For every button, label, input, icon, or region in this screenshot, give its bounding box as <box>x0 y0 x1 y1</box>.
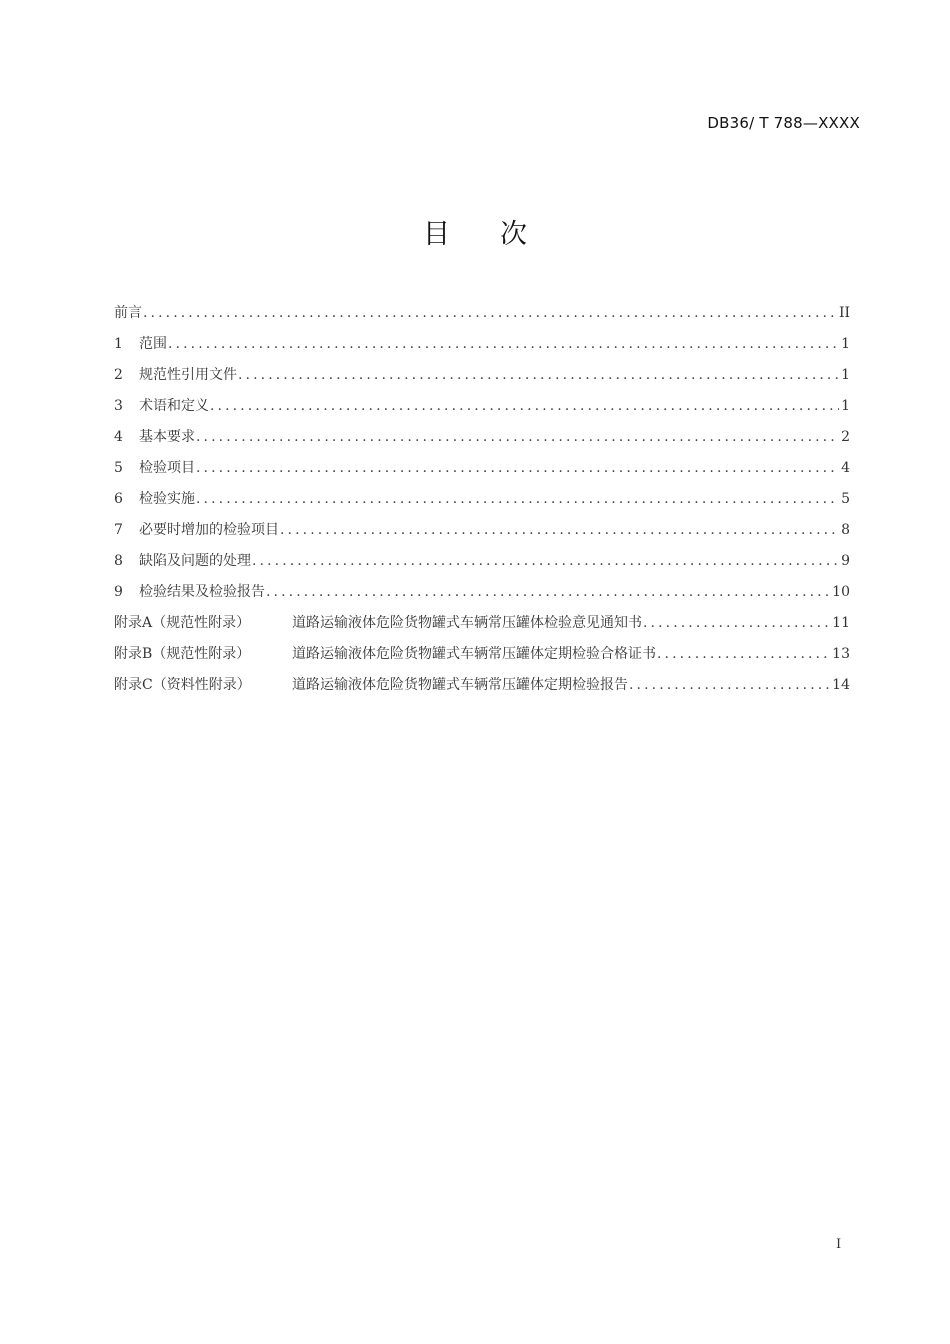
dot-leader <box>142 305 837 321</box>
toc-entry-page: 1 <box>841 398 850 414</box>
appendix-prefix: 附录A（规范性附录） <box>114 615 251 631</box>
toc-entry-page: 14 <box>832 677 850 693</box>
toc-entry-page: 10 <box>832 584 850 600</box>
toc-entry-1[interactable] <box>114 333 850 364</box>
toc-entry-label: 必要时增加的检验项目 <box>139 522 279 538</box>
toc-entry-2[interactable] <box>114 364 850 395</box>
toc-entry-label: 规范性引用文件 <box>139 367 237 383</box>
toc-entry-label: 检验项目 <box>139 460 195 476</box>
toc-entry-label: 缺陷及问题的处理 <box>139 553 251 569</box>
document-code: DB36/ T 788—XXXX <box>707 114 860 132</box>
table-of-contents <box>114 302 850 705</box>
dot-leader <box>251 553 839 569</box>
dot-leader <box>167 336 839 352</box>
dot-leader <box>195 429 839 445</box>
toc-appendix-b[interactable] <box>114 643 850 674</box>
toc-entry-number: 2 <box>114 367 123 383</box>
toc-entry-label: 检验结果及检验报告 <box>139 584 265 600</box>
toc-entry-5[interactable] <box>114 457 850 488</box>
toc-entry-page: 8 <box>841 522 850 538</box>
toc-entry-page: 13 <box>832 646 850 662</box>
toc-appendix-c[interactable] <box>114 674 850 705</box>
toc-entry-page: 1 <box>841 336 850 352</box>
dot-leader <box>209 398 839 414</box>
page-number: I <box>836 1237 842 1252</box>
dot-leader <box>642 615 830 631</box>
toc-entry-6[interactable] <box>114 488 850 519</box>
title-char-1: 目 <box>423 219 450 250</box>
toc-entry-page: 9 <box>841 553 850 569</box>
toc-entry-number: 9 <box>114 584 123 600</box>
toc-entry-3[interactable] <box>114 395 850 426</box>
toc-entry-4[interactable] <box>114 426 850 457</box>
toc-entry-page: 2 <box>841 429 850 445</box>
toc-entry-page: 4 <box>841 460 850 476</box>
toc-entry-page: 5 <box>841 491 850 507</box>
toc-entry-label: 道路运输液体危险货物罐式车辆常压罐体定期检验报告 <box>292 677 628 693</box>
title-char-2: 次 <box>500 219 527 250</box>
toc-entry-number: 5 <box>114 460 123 476</box>
toc-entry-page: II <box>838 305 850 321</box>
toc-entry-label: 术语和定义 <box>139 398 209 414</box>
appendix-prefix: 附录B（规范性附录） <box>114 646 251 662</box>
toc-entry-page: 11 <box>832 615 850 631</box>
dot-leader <box>237 367 839 383</box>
dot-leader <box>279 522 839 538</box>
page-title <box>0 212 950 251</box>
toc-entry-label: 前言 <box>114 305 142 321</box>
toc-entry-9[interactable] <box>114 581 850 612</box>
toc-entry-number: 7 <box>114 522 123 538</box>
toc-entry-number: 8 <box>114 553 123 569</box>
toc-entry-label: 检验实施 <box>139 491 195 507</box>
toc-entry-label: 基本要求 <box>139 429 195 445</box>
dot-leader <box>195 460 839 476</box>
toc-entry-8[interactable] <box>114 550 850 581</box>
toc-entry-label: 道路运输液体危险货物罐式车辆常压罐体检验意见通知书 <box>292 615 642 631</box>
toc-entry-number: 6 <box>114 491 123 507</box>
toc-entry-number: 4 <box>114 429 123 445</box>
dot-leader <box>265 584 830 600</box>
appendix-prefix: 附录C（资料性附录） <box>114 677 251 693</box>
dot-leader <box>195 491 839 507</box>
toc-entry-foreword[interactable] <box>114 302 850 333</box>
toc-entry-page: 1 <box>841 367 850 383</box>
toc-entry-7[interactable] <box>114 519 850 550</box>
toc-entry-number: 3 <box>114 398 123 414</box>
dot-leader <box>628 677 830 693</box>
toc-entry-label: 范围 <box>139 336 167 352</box>
toc-entry-number: 1 <box>114 336 123 352</box>
toc-appendix-a[interactable] <box>114 612 850 643</box>
toc-entry-label: 道路运输液体危险货物罐式车辆常压罐体定期检验合格证书 <box>292 646 656 662</box>
dot-leader <box>656 646 830 662</box>
